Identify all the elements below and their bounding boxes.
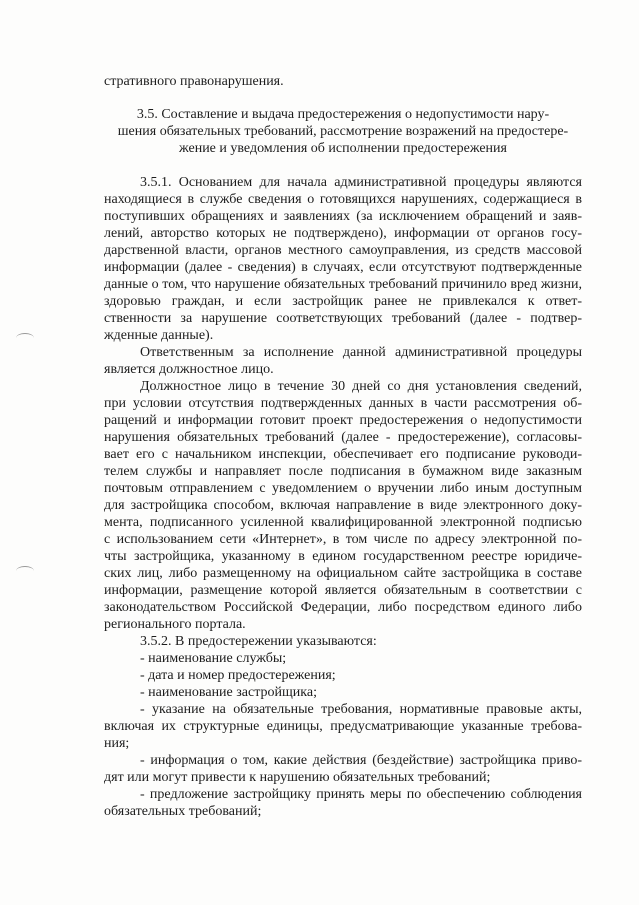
text-line: информации, размещение которой является обязательным в соответствии с — [104, 583, 582, 598]
section-heading-line: шения обязательных требований, рассмотрение возражений на предостере- — [117, 124, 569, 139]
text-line: мента, подписанного усиленной квалифицированной электронной подписью — [104, 515, 582, 530]
text-line: находящиеся в службе сведения о готовящихся нарушениях, содержащиеся в — [104, 192, 582, 207]
list-item: - указание на обязательные требования, нормативные правовые акты, — [140, 702, 582, 717]
text-line: здоровью граждан, и если застройщик ранее не привлекался к ответ- — [104, 294, 582, 309]
section-heading-line: жение и уведомления об исполнении предостережения — [179, 141, 507, 156]
text-line: информации (далее - сведения) в случаях, если отсутствуют подтвержденные — [104, 260, 582, 275]
text-line: является должностное лицо. — [104, 362, 274, 377]
text-line: ских лиц, либо размещенному на официальном сайте застройщика в составе — [104, 566, 582, 581]
text-line: лений, авторство которых не подтверждено), информации от органов госу- — [104, 226, 582, 241]
text-line: ращений и информации готовит проект предостережения о недопустимости — [104, 413, 582, 428]
text-line: включая их структурные единицы, предусматривающие указанные требова- — [104, 719, 582, 734]
text-line: Должностное лицо в течение 30 дней со дня установления сведений, — [140, 379, 582, 394]
text-line: дарственной власти, органов местного самоуправления, из средств массовой — [104, 243, 582, 258]
text-line: жденные данные). — [104, 328, 214, 343]
text-line: вает его с начальником инспекции, обеспечивает его подписание руководи- — [104, 447, 582, 462]
text-line: почтовым отправлением с уведомлением о вручении либо иным доступным — [104, 481, 582, 496]
text-line: данные о том, что нарушение обязательных требований причинило вред жизни, — [104, 277, 582, 292]
list-item: - предложение застройщику принять меры по обеспечению соблюдения — [140, 787, 582, 802]
text-line: нарушения обязательных требований (далее - предостережение), согласовы- — [104, 430, 582, 445]
text-line: дят или могут привести к нарушению обязательных требований; — [104, 770, 491, 785]
text-line: стративного правонарушения. — [104, 74, 284, 89]
scan-binding-mark — [16, 566, 34, 576]
scan-binding-mark — [16, 333, 34, 343]
text-line: 3.5.2. В предостережении указываются: — [140, 634, 377, 649]
text-line: ния; — [104, 736, 130, 751]
text-line: телем службы и направляет после подписания в бумажном виде заказным — [104, 464, 582, 479]
list-item: - наименование застройщика; — [140, 685, 317, 700]
text-line: чты застройщика, указанному в едином государственном реестре юридиче- — [104, 549, 582, 564]
text-line: законодательством Российской Федерации, либо посредством единого либо — [104, 600, 582, 615]
text-line: обязательных требований; — [104, 804, 262, 819]
section-heading-line: 3.5. Составление и выдача предостережения о недопустимости нару- — [136, 107, 550, 122]
text-line: поступивших обращениях и заявлениях (за исключением обращений и заяв- — [104, 209, 582, 224]
text-line: для застройщика способом, включая направление в виде электронного доку- — [104, 498, 582, 513]
list-item: - информация о том, какие действия (бездействие) застройщика приво- — [140, 753, 582, 768]
list-item: - наименование службы; — [140, 651, 287, 666]
text-line: 3.5.1. Основанием для начала административной процедуры являются — [140, 175, 582, 190]
list-item: - дата и номер предостережения; — [140, 668, 336, 683]
text-line: ственности за нарушение соответствующих требований (далее - подтвер- — [104, 311, 582, 326]
text-line: регионального портала. — [104, 617, 246, 632]
text-line: при условии отсутствия подтвержденных данных в части рассмотрения об- — [104, 396, 582, 411]
text-line: Ответственным за исполнение данной административной процедуры — [140, 345, 582, 360]
text-line: с использованием сети «Интернет», в том числе по адресу электронной по- — [104, 532, 582, 547]
